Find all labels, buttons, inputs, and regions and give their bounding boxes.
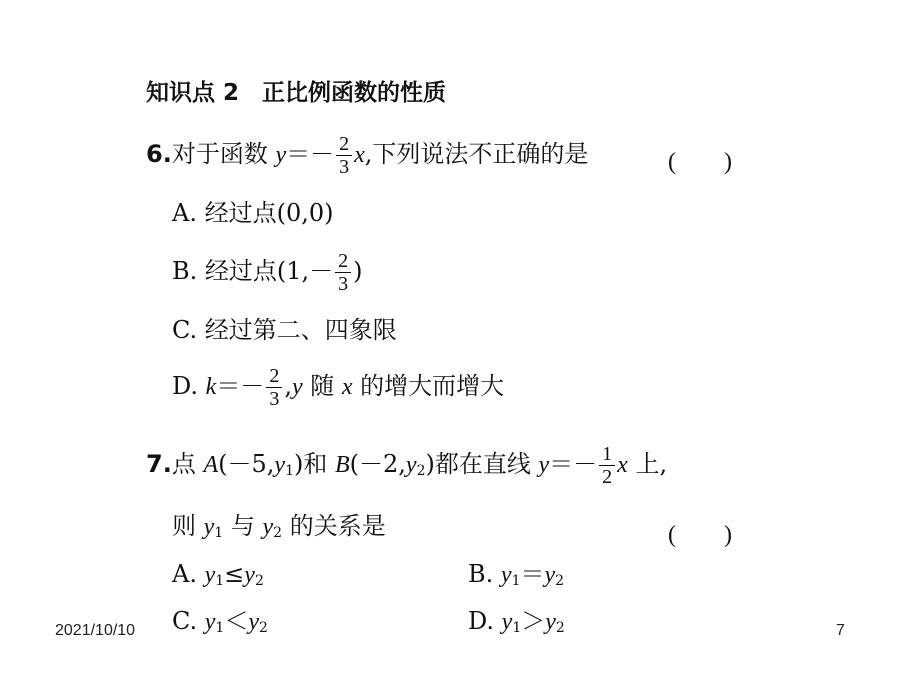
q6-option-d-text-c: 随 — [302, 372, 342, 400]
question-6-number: 6. — [146, 140, 172, 168]
q6-option-b-num: 2 — [335, 250, 351, 273]
q7-var-y2: y — [405, 452, 417, 478]
q6-option-b-text-b: ) — [353, 257, 363, 285]
q6-frac-num: 2 — [336, 133, 352, 156]
q7-option-c-y2: y — [248, 609, 259, 635]
q7-option-a-relation: ≤ — [224, 560, 245, 588]
q7-fraction — [599, 443, 615, 488]
q6-option-d-label: D. — [172, 372, 206, 400]
q6-fraction — [336, 133, 352, 178]
q7-frac-num: 1 — [599, 443, 615, 466]
q7-option-b-label: B. — [468, 560, 501, 588]
q6-var-x: x — [354, 142, 365, 168]
q7-line2-sub-1: 1 — [214, 525, 224, 541]
q6-stem-text-a: 对于函数 — [171, 140, 276, 168]
q7-sub-2: 2 — [416, 463, 426, 479]
q6-option-d-var-k: k — [205, 374, 217, 400]
q7-sub-1: 1 — [285, 463, 294, 479]
q7-option-a-label: A. — [172, 560, 205, 588]
q6-option-d-fraction — [266, 365, 282, 410]
q6-option-d-comma: , — [284, 372, 292, 400]
q7-point-a: A — [203, 452, 219, 478]
q7-option-a-sub-2: 2 — [254, 573, 264, 589]
q7-text-a: 点 — [171, 450, 204, 478]
q7-option-d-y2: y — [545, 609, 556, 635]
q7-option-b-sub-1: 1 — [511, 573, 521, 589]
question-7-answer-blank: ( ) — [668, 522, 732, 548]
q7-var-x: x — [617, 452, 628, 478]
q6-option-b-text-a: B. 经过点(1,－ — [172, 257, 334, 285]
q7-text-c: )和 — [293, 450, 335, 478]
q7-option-c-relation: ＜ — [224, 607, 249, 635]
q6-option-d-var-x: x — [341, 374, 353, 400]
q6-var-y: y — [275, 142, 287, 168]
q6-option-c: C. 经过第二、四象限 — [172, 316, 397, 344]
q7-option-d-sub-2: 2 — [555, 620, 565, 636]
q7-option-b-sub-2: 2 — [555, 573, 565, 589]
q7-option-c-label: C. — [172, 607, 205, 635]
footer-page-number: 7 — [836, 622, 845, 639]
question-6-stem — [146, 133, 588, 178]
q6-option-d-num: 2 — [266, 365, 282, 388]
q7-option-d-label: D. — [468, 607, 502, 635]
question-6-answer-blank: ( ) — [668, 149, 732, 175]
section-heading: 知识点 2 正比例函数的性质 — [146, 80, 447, 106]
q7-line2-text-a: 则 — [172, 512, 204, 540]
q7-text-b: (－5, — [218, 450, 275, 478]
q7-option-c-y1: y — [204, 609, 216, 635]
q7-option-a-sub-1: 1 — [215, 573, 225, 589]
q7-option-c-sub-1: 1 — [215, 620, 225, 636]
q7-line2-text-c: 的关系是 — [282, 512, 386, 540]
q6-option-d-equals: ＝－ — [216, 372, 265, 400]
q7-text-e: )都在直线 — [425, 450, 539, 478]
q7-line2-text-b: 与 — [223, 512, 263, 540]
q6-frac-den: 3 — [339, 156, 350, 178]
q7-frac-den: 2 — [602, 466, 613, 488]
q7-option-c — [172, 609, 268, 635]
q6-option-b-den: 3 — [338, 273, 349, 295]
q7-option-b-relation: ＝ — [520, 560, 545, 588]
q6-equals: ＝－ — [286, 140, 335, 168]
q7-option-a-y2: y — [244, 562, 255, 588]
q7-option-d — [468, 609, 565, 635]
q7-line2-sub-2: 2 — [273, 525, 283, 541]
q6-option-d-var-y: y — [291, 374, 303, 400]
q6-stem-text-b: ,下列说法不正确的是 — [364, 140, 589, 168]
q7-option-d-y1: y — [501, 609, 513, 635]
q7-option-c-sub-2: 2 — [259, 620, 268, 636]
q7-option-d-sub-1: 1 — [512, 620, 522, 636]
q7-option-b-y1: y — [500, 562, 512, 588]
q7-line2-y2: y — [262, 514, 274, 540]
q7-option-b-y2: y — [544, 562, 556, 588]
question-7-stem — [146, 443, 667, 488]
q7-option-a-y1: y — [204, 562, 216, 588]
q6-option-d-text-d: 的增大而增大 — [352, 372, 505, 400]
q7-var-y1: y — [274, 452, 286, 478]
q7-option-a — [172, 562, 264, 588]
q7-option-d-relation: ＞ — [521, 607, 546, 635]
q7-line-var-y: y — [538, 452, 550, 478]
q7-line2-y1: y — [203, 514, 215, 540]
q7-text-f: 上, — [627, 450, 668, 478]
q6-option-d — [172, 365, 504, 410]
q6-option-a: A. 经过点(0,0) — [172, 199, 334, 227]
q7-text-d: (－2, — [349, 450, 406, 478]
question-7-number: 7. — [146, 450, 172, 478]
q6-option-b-fraction — [335, 250, 351, 295]
q7-option-b — [468, 562, 564, 588]
q7-point-b: B — [334, 452, 350, 478]
q7-equals: ＝－ — [549, 450, 598, 478]
q7-line-2 — [172, 514, 386, 540]
q6-option-d-den: 3 — [269, 388, 280, 410]
q6-option-b — [172, 250, 363, 295]
footer-date: 2021/10/10 — [55, 622, 136, 639]
